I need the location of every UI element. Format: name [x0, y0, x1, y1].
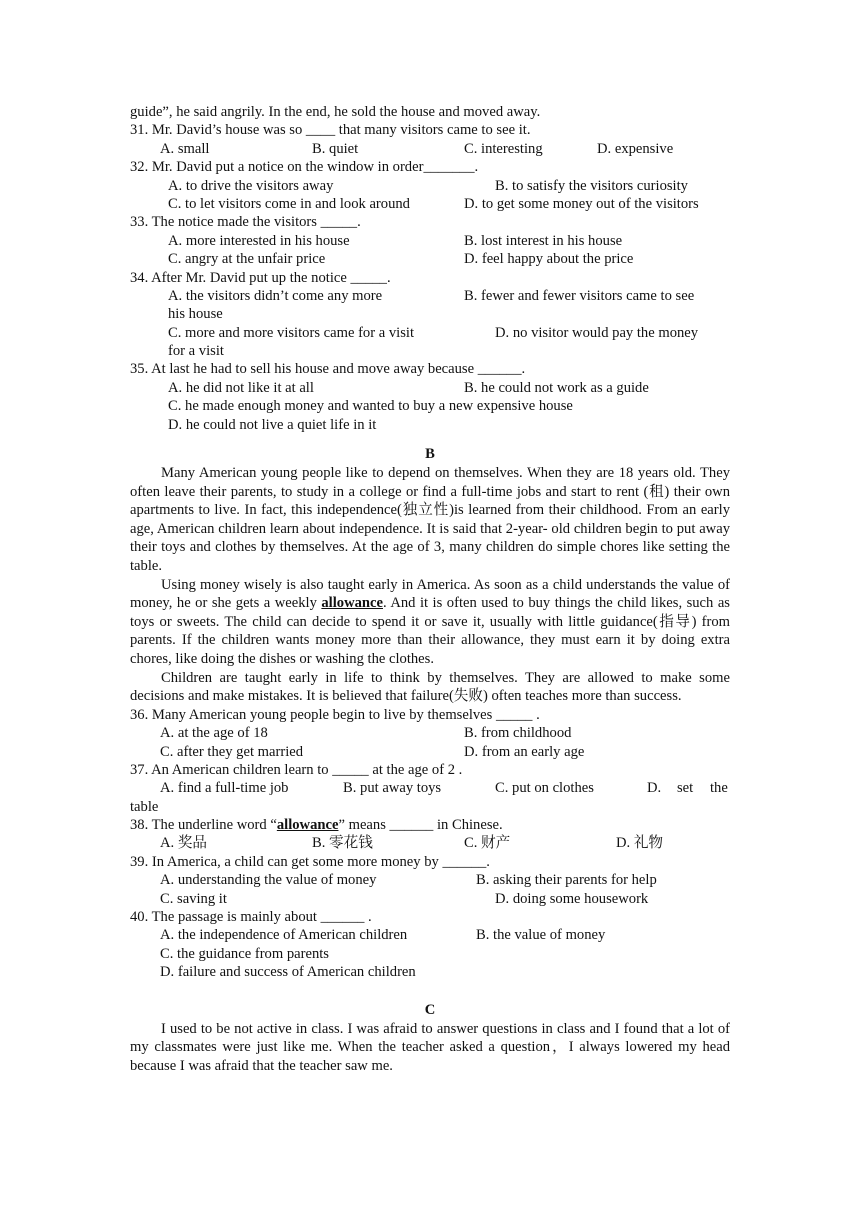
section-b-paragraph-3: Children are taught early in life to think by themselves. They are allowed to make some decisions and make mistakes. It is believed that failure(失败) often teaches more than success. — [130, 669, 730, 705]
option-35-d[interactable]: D. he could not live a quiet life in it — [168, 416, 377, 433]
option-40-c[interactable]: C. the guidance from parents — [160, 945, 329, 962]
question-38-stem-end: ” means ______ in Chinese. — [338, 817, 503, 834]
question-36-options-ab — [130, 724, 730, 742]
option-38-c[interactable]: C. 财产 — [464, 835, 511, 852]
option-39-c[interactable]: C. saving it — [160, 890, 227, 907]
option-37-a[interactable]: A. find a full-time job — [160, 780, 289, 797]
option-33-b[interactable]: B. lost interest in his house — [464, 232, 623, 249]
option-36-c[interactable]: C. after they get married — [160, 743, 304, 760]
option-40-d[interactable]: D. failure and success of American children — [160, 964, 416, 981]
option-35-b[interactable]: B. he could not work as a guide — [464, 379, 649, 396]
question-36-options-cd — [130, 743, 730, 761]
question-38-stem-start: 38. The underline word “ — [130, 817, 277, 834]
option-32-c[interactable]: C. to let visitors come in and look around — [168, 195, 410, 212]
section-c-paragraph-1: I used to be not active in class. I was afraid to answer questions in class and I found that a lot of my classmates were just like me. When the teacher asked a question，I always lowered my head because I was afraid that the teacher saw me. — [130, 1020, 730, 1074]
option-31-b[interactable]: B. quiet — [312, 140, 359, 157]
option-33-c[interactable]: C. angry at the unfair price — [168, 251, 326, 268]
option-37-c[interactable]: C. put on clothes — [495, 780, 594, 797]
option-36-b[interactable]: B. from childhood — [464, 725, 572, 742]
option-38-b[interactable]: B. 零花钱 — [312, 835, 373, 852]
option-35-c[interactable]: C. he made enough money and wanted to buy a new expensive house — [168, 398, 573, 415]
question-34-stem: 34. After Mr. David put up the notice _____. — [130, 269, 391, 286]
paragraph-2-text-start: Using money wisely is also taught early in America. As soon as a child understands the value of money, he or she gets a weekly — [130, 576, 730, 612]
question-34-wrap-1 — [130, 305, 730, 323]
section-b-paragraph-1: Many American young people like to depend on themselves. When they are 18 years old. They often leave their parents, to study in a college or find a full-time jobs and start to rent (租) their own apartments to live. In fact, this independence(独立性)is learned from their childhood. From an early age, American children learn about independence. It is said that 2-year- old children begin to put away their toys and clothes by themselves. At the age of 3, many children do simple chores like setting the table. — [130, 465, 730, 574]
option-39-d[interactable]: D. doing some housework — [495, 890, 649, 907]
option-37-d-wrap: table — [130, 798, 159, 815]
option-36-d[interactable]: D. from an early age — [464, 743, 585, 760]
option-40-b[interactable]: B. the value of money — [476, 927, 606, 944]
option-31-d[interactable]: D. expensive — [597, 140, 674, 157]
question-33-stem: 33. The notice made the visitors _____. — [130, 214, 361, 231]
option-32-a[interactable]: A. to drive the visitors away — [168, 177, 334, 194]
question-35-options-ab — [130, 379, 730, 397]
question-38-options — [130, 834, 730, 852]
question-34-options-cd — [130, 324, 730, 342]
section-c-passage — [130, 1020, 730, 1076]
question-39-options-cd — [130, 890, 730, 908]
option-32-b[interactable]: B. to satisfy the visitors curiosity — [495, 177, 688, 194]
question-34-options-ab — [130, 287, 730, 305]
paragraph-2-text-end: . And it is often used to buy things the child likes, such as toys or sweets. The child can decide to spend it or save it, usually with little guidance(指导) from parents. If the children wants money more than their allowance, they must earn it by doing extra chores, like doing the dishes or washing the clothes. — [130, 595, 730, 667]
question-40-options-ab — [130, 926, 730, 944]
section-b-heading: B — [425, 446, 435, 463]
option-34-b[interactable] — [464, 287, 730, 305]
question-40-stem: 40. The passage is mainly about ______ . — [130, 909, 372, 926]
option-34-b-text: B. fewer and fewer visitors came to see — [464, 287, 695, 304]
question-35-stem: 35. At last he had to sell his house and move away because ______. — [130, 361, 526, 378]
option-33-d[interactable]: D. feel happy about the price — [464, 251, 634, 268]
option-34-c[interactable]: C. more and more visitors came for a visit — [168, 324, 415, 341]
option-34-d[interactable]: D. no visitor would pay the money — [495, 324, 699, 341]
option-33-a[interactable]: A. more interested in his house — [168, 232, 350, 249]
option-34-a[interactable]: A. the visitors didn’t come any more — [168, 287, 383, 304]
exam-page — [130, 103, 730, 1075]
question-31-stem: 31. Mr. David’s house was so ____ that many visitors came to see it. — [130, 122, 531, 139]
section-c-heading: C — [424, 1001, 436, 1018]
option-36-a[interactable]: A. at the age of 18 — [160, 725, 268, 742]
question-32-options-cd — [130, 195, 730, 213]
question-33-options-ab — [130, 232, 730, 250]
passage-a-last-line: guide”, he said angrily. In the end, he sold the house and moved away. — [130, 104, 541, 120]
question-34-wrap-2 — [130, 342, 730, 360]
question-32-options-ab — [130, 177, 730, 195]
question-32-stem: 32. Mr. David put a notice on the window in order_______. — [130, 159, 479, 176]
question-38-underlined-word: allowance — [276, 817, 339, 834]
option-38-a[interactable]: A. 奖品 — [160, 835, 208, 852]
question-40-option-c-row — [130, 945, 730, 963]
option-34-c-wrap: for a visit — [168, 343, 224, 360]
option-38-d[interactable]: D. 礼物 — [616, 835, 664, 852]
option-40-a[interactable]: A. the independence of American children — [160, 927, 408, 944]
option-32-d[interactable]: D. to get some money out of the visitors — [464, 195, 699, 212]
question-33-options-cd — [130, 250, 730, 268]
question-35-option-c-row — [130, 397, 730, 415]
option-31-a[interactable]: A. small — [160, 140, 210, 157]
question-37-stem: 37. An American children learn to _____ at the age of 2 . — [130, 761, 463, 778]
option-35-a[interactable]: A. he did not like it at all — [168, 379, 314, 396]
question-31-options — [130, 140, 730, 158]
option-31-c[interactable]: C. interesting — [464, 140, 543, 157]
underlined-word-allowance: allowance — [321, 595, 383, 612]
question-39-options-ab — [130, 871, 730, 889]
question-40-option-d-row — [130, 963, 730, 981]
option-37-b[interactable]: B. put away toys — [343, 780, 442, 797]
question-38-stem — [130, 816, 730, 834]
option-37-d-word-1: set — [677, 780, 694, 797]
question-39-stem: 39. In America, a child can get some more money by ______. — [130, 853, 490, 870]
option-37-d-label[interactable]: D. — [647, 780, 662, 797]
option-39-a[interactable]: A. understanding the value of money — [160, 872, 377, 889]
section-b-passage — [130, 464, 730, 706]
section-b-paragraph-2 — [130, 576, 730, 669]
question-36-stem: 36. Many American young people begin to live by themselves _____ . — [130, 706, 540, 723]
option-39-b[interactable]: B. asking their parents for help — [476, 872, 657, 889]
option-34-b-wrap: his house — [168, 306, 223, 323]
question-37-options — [130, 779, 730, 797]
question-35-option-d-row — [130, 416, 730, 434]
option-37-d-word-2: the — [710, 780, 728, 797]
